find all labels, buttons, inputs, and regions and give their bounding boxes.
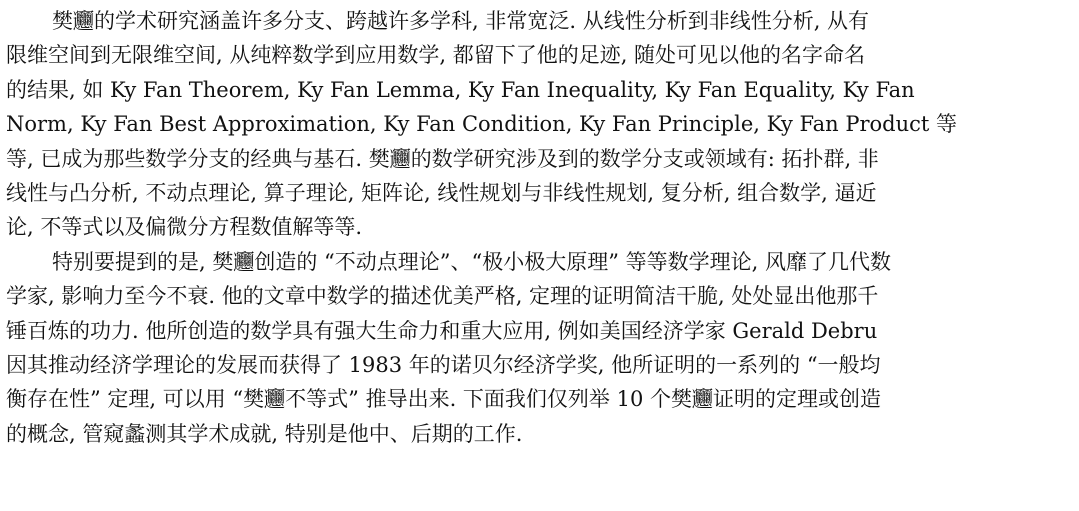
- paragraph-influence: [6, 245, 1076, 451]
- text-line: 樊𰻝的学术研究涵盖许多分支、跨越许多学科, 非常宽泛. 从线性分析到非线性分析, 从有: [52, 9, 870, 33]
- text-line: 等, 已成为那些数学分支的经典与基石. 樊𰻝的数学研究涉及到的数学分支或领域有: 拓扑群, 非: [6, 146, 879, 171]
- text-line: Norm, Ky Fan Best Approximation, Ky Fan Condition, Ky Fan Principle, Ky Fan Product 等: [6, 112, 958, 137]
- text-line: 的结果, 如 Ky Fan Theorem, Ky Fan Lemma, Ky Fan Inequality, Ky Fan Equality, Ky Fan: [6, 77, 915, 102]
- text-line: 衡存在性” 定理, 可以用 “樊𰻝不等式” 推导出来. 下面我们仅列举 10 个樊𰻝证明的定理或创造: [6, 387, 882, 412]
- text-line: 锤百炼的功力. 他所创造的数学具有强大生命力和重大应用, 例如美国经济学家 Gerald Debru: [6, 318, 878, 343]
- text-line: 线性与凸分析, 不动点理论, 算子理论, 矩阵论, 线性规划与非线性规划, 复分析, 组合数学, 逼近: [6, 181, 877, 206]
- text-line: 限维空间到无限维空间, 从纯粹数学到应用数学, 都留下了他的足迹, 随处可见以他的名字命名: [6, 43, 866, 68]
- text-line: 特别要提到的是, 樊𰻝创造的 “不动点理论”、“极小极大原理” 等等数学理论, 风靡了几代数: [52, 249, 891, 274]
- paragraph-research-scope: [6, 4, 1076, 245]
- text-line: 因其推动经济学理论的发展而获得了 1983 年的诺贝尔经济学奖, 他所证明的一系列的 “一般均: [6, 353, 881, 378]
- text-line: 论, 不等式以及偏微分方程数值解等等.: [6, 215, 363, 240]
- text-line: 学家, 影响力至今不衰. 他的文章中数学的描述优美严格, 定理的证明简洁干脆, 处处显出他那千: [6, 284, 879, 309]
- text-line: 的概念, 管窥蠡测其学术成就, 特别是他中、后期的工作.: [6, 421, 523, 446]
